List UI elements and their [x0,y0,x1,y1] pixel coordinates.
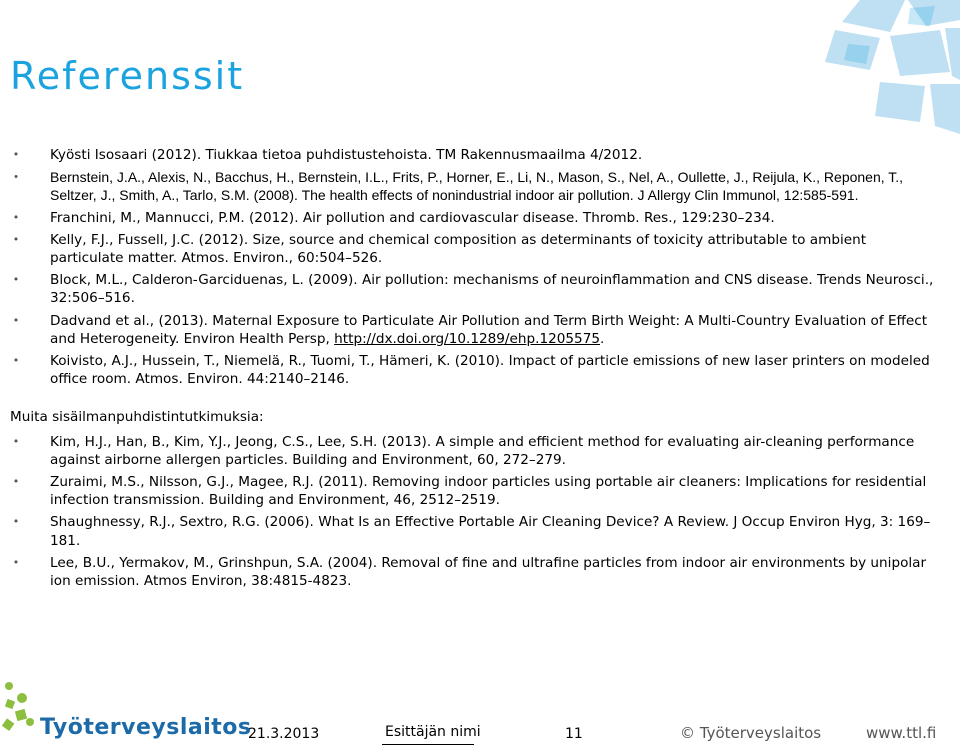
reference-content [10,146,940,594]
ttl-logo-icon [0,680,40,746]
list-item: • Bernstein, J.A., Alexis, N., Bacchus, H., Bernstein, I.L., Frits, P., Horner, E., Li, N., Mason, S., Nel, A., Oullette, J., Reijula, K., Reponen, T., Seltzer, J., Smith, A., Tarlo, S.M. (2008). The health effects of nonindustrial indoor air pollution. J Allergy Clin Immunol, 12:585-591. [10,168,940,204]
footer [0,680,960,746]
bullet-icon: • [12,313,20,327]
bullet-icon: • [12,354,20,368]
list-item: • Kim, H.J., Han, B., Kim, Y.J., Jeong, C.S., Lee, S.H. (2013). A simple and efficient method for evaluating air-cleaning performance against airborne allergen particles. Building and Environment, 60, 272–279. [10,433,940,469]
footer-divider [382,744,474,745]
footer-copyright: © Työterveyslaitos [680,724,822,742]
bullet-icon: • [12,555,20,569]
list-item: • Koivisto, A.J., Hussein, T., Niemelä, R., Tuomi, T., Hämeri, K. (2010). Impact of particle emissions of new laser printers on modeled office room. Atmos. Environ. 44:2140–2146. [10,352,940,388]
bullet-icon: • [12,273,20,287]
list-item: • Dadvand et al., (2013). Maternal Exposure to Particulate Air Pollution and Term Birth Weight: A Multi-Country Evaluation of Effect and Heterogeneity. Environ Health Persp, http://dx.doi.org/10.1289/ehp.1205575. [10,312,940,348]
page-number: 11 [565,726,583,742]
bullet-icon: • [12,475,20,489]
logo-text: Työterveyslaitos [40,715,252,740]
doi-link[interactable]: http://dx.doi.org/10.1289/ehp.1205575 [334,330,600,347]
footer-presenter: Esittäjän nimi [385,724,481,740]
list-item: • Block, M.L., Calderon-Garciduenas, L. (2009). Air pollution: mechanisms of neuroinflammation and CNS disease. Trends Neurosci., 32:506–516. [10,271,940,307]
bullet-icon: • [12,515,20,529]
list-item: • Shaughnessy, R.J., Sextro, R.G. (2006). What Is an Effective Portable Air Cleaning Device? A Review. J Occup Environ Hyg, 3: 169–181. [10,513,940,549]
footer-website: www.ttl.fi [866,724,937,742]
section-subheading: Muita sisäilmanpuhdistintutkimuksia: [10,409,264,426]
more-references-list [10,433,940,591]
list-item: • Franchini, M., Mannucci, P.M. (2012). Air pollution and cardiovascular disease. Thromb. Res., 129:230–234. [10,209,940,227]
bullet-icon: • [12,232,20,246]
bullet-icon: • [14,171,18,184]
bullet-icon: • [12,210,20,224]
list-item: • Kelly, F.J., Fussell, J.C. (2012). Size, source and chemical composition as determinants of toxicity attributable to ambient particulate matter. Atmos. Environ., 60:504–526. [10,231,940,267]
bullet-icon: • [12,434,20,448]
list-item: • Kyösti Isosaari (2012). Tiukkaa tietoa puhdistustehoista. TM Rakennusmaailma 4/2012. [10,146,940,164]
list-item: • Zuraimi, M.S., Nilsson, G.J., Magee, R.J. (2011). Removing indoor particles using portable air cleaners: Implications for residential infection transmission. Building and Environment, 46, 2512–2519. [10,473,940,509]
page-title: Referenssit [10,54,245,98]
bullet-icon: • [12,148,20,161]
corner-decoration-icon [730,0,960,150]
footer-date: 21.3.2013 [248,726,320,742]
list-item: • Lee, B.U., Yermakov, M., Grinshpun, S.A. (2004). Removal of fine and ultrafine particles from indoor air environments by unipolar ion emission. Atmos Environ, 38:4815-4823. [10,554,940,590]
references-list [10,146,940,388]
